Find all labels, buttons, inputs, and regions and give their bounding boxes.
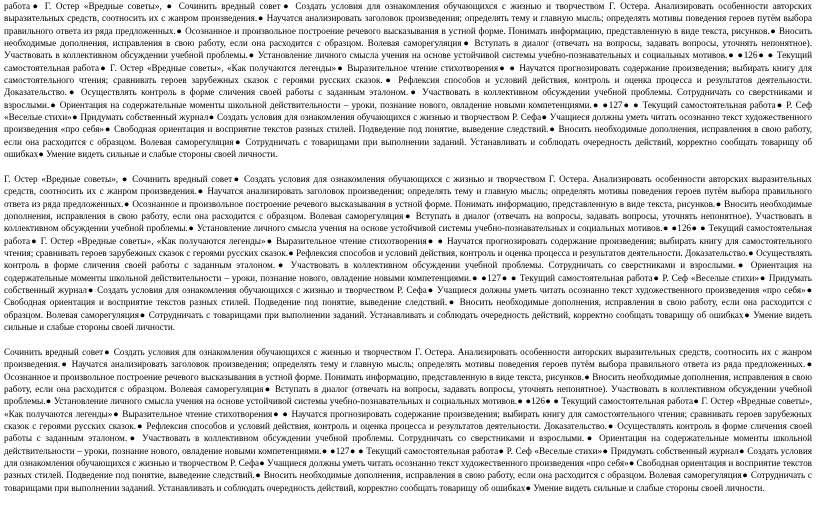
- text-paragraph-2: Г. Остер «Вредные советы», ● Сочинить вредный совет● Создать условия для ознакомления обучающихся с жизнью и творчеством Г. Остера. Анализировать особенности авторских выразительных средств, соотносить их с жанром произведения.● Научатся анализировать заголовок произведения; определять тему и главную мысль; определять мотивы поведения героев путём выбора правильного ответа из ряда предложенных.● Осознанное и произвольное построение речевого высказывания в устной форме. Понимать информацию, представленную в виде текста, рисунков.● Вносить необходимые дополнения, исправления в свою работу, если она расходится с образцом. Волевая саморегуляция● Вступать в диалог (отвечать на вопросы, задавать вопросы, уточнять непонятное). Участвовать в коллективном обсуждении учебной проблемы.● Установление личного смысла учения на основе устойчивой системы учебно-познавательных и социальных мотивов.● ●126● ● Текущий самостоятельная работа● Г. Остер «Вредные советы», «Как получаются легенды»● Выразительное чтение стихотворения● ● Научатся прогнозировать содержание произведения; выбирать книгу для самостоятельного чтения; сравнивать героев зарубежных сказок с героями русских сказок.● Рефлексия способов и условий действия, контроль и оценка процесса и результатов деятельности. Доказательство.● Осуществлять контроль в форме сличения своей работы с заданным эталоном.● Участвовать в коллективном обсуждении учебной проблемы. Сотрудничать со сверстниками и взрослыми.● Ориентация на содержательные моменты школьной действительности – уроки, познание нового, овладение новыми компетенциями.● ●127● ● Текущий самостоятельная работа● Р. Сеф «Веселые стихи»● Придумать собственный журнал● Создать условия для ознакомления обучающихся с жизнью и творчеством Р. Сефа● Учащиеся должны уметь читать осознанно текст художественного произведения «про себя»● Свободная ориентация и восприятие текстов разных стилей. Подведение под понятие, выведение следствий.● Вносить необходимые дополнения, исправления в свою работу, если она расходится с образцом. Волевая саморегуляция● Сотрудничать с товарищами при выполнении заданий. Устанавливать и соблюдать очередность действий, корректно сообщать товарищу об ошибках● Умение видеть сильные и слабые стороны своей личности.: [4, 173, 812, 333]
- paragraph-spacer: [4, 333, 812, 346]
- text-paragraph-3: Сочинить вредный совет● Создать условия для ознакомления обучающихся с жизнью и творчеством Г. Остера. Анализировать особенности авторских выразительных средств, соотносить их с жанром произведения.● Научатся анализировать заголовок произведения; определять тему и главную мысль; определять мотивы поведения героев путём выбора правильного ответа из ряда предложенных.● Осознанное и произвольное построение речевого высказывания в устной форме. Понимать информацию, представленную в виде текста, рисунков.● Вносить необходимые дополнения, исправления в свою работу, если она расходится с образцом. Волевая саморегуляция● Вступать в диалог (отвечать на вопросы, задавать вопросы, уточнять непонятное). Участвовать в коллективном обсуждении учебной проблемы.● Установление личного смысла учения на основе устойчивой системы учебно-познавательных и социальных мотивов.● ●126● ● Текущий самостоятельная работа● Г. Остер «Вредные советы», «Как получаются легенды»● Выразительное чтение стихотворения● ● Научатся прогнозировать содержание произведения; выбирать книгу для самостоятельного чтения; сравнивать героев зарубежных сказок с героями русских сказок.● Рефлексия способов и условий действия, контроль и оценка процесса и результатов деятельности. Доказательство.● Осуществлять контроль в форме сличения своей работы с заданным эталоном.● Участвовать в коллективном обсуждении учебной проблемы. Сотрудничать со сверстниками и взрослыми.● Ориентация на содержательные моменты школьной действительности – уроки, познание нового, овладение новыми компетенциями.● ●127● ● Текущий самостоятельная работа● Р. Сеф «Веселые стихи»● Придумать собственный журнал● Создать условия для ознакомления обучающихся с жизнью и творчеством Р. Сефа● Учащиеся должны уметь читать осознанно текст художественного произведения «про себя»● Свободная ориентация и восприятие текстов разных стилей. Подведение под понятие, выведение следствий.● Вносить необходимые дополнения, исправления в свою работу, если она расходится с образцом. Волевая саморегуляция● Сотрудничать с товарищами при выполнении заданий. Устанавливать и соблюдать очередность действий, корректно сообщать товарищу об ошибках● Умение видеть сильные и слабые стороны своей личности.: [4, 346, 812, 493]
- text-paragraph-1: работа● Г. Остер «Вредные советы», ● Сочинить вредный совет● Создать условия для ознакомления обучающихся с жизнью и творчеством Г. Остера. Анализировать особенности авторских выразительных средств, соотносить их с жанром произведения.● Научатся анализировать заголовок произведения; определять тему и главную мысль; определять мотивы поведения героев путём выбора правильного ответа из ряда предложенных.● Осознанное и произвольное построение речевого высказывания в устной форме. Понимать информацию, представленную в виде текста, рисунков.● Вносить необходимые дополнения, исправления в свою работу, если она расходится с образцом. Волевая саморегуляция● Вступать в диалог (отвечать на вопросы, задавать вопросы, уточнять непонятное). Участвовать в коллективном обсуждении учебной проблемы.● Установление личного смысла учения на основе устойчивой системы учебно-познавательных и социальных мотивов.● ●126● ● Текущий самостоятельная работа● Г. Остер «Вредные советы», «Как получаются легенды»● Выразительное чтение стихотворения● ● Научатся прогнозировать содержание произведения; выбирать книгу для самостоятельного чтения; сравнивать героев зарубежных сказок с героями русских сказок.● Рефлексия способов и условий действия, контроль и оценка процесса и результатов деятельности. Доказательство.● Осуществлять контроль в форме сличения своей работы с заданным эталоном.● Участвовать в коллективном обсуждении учебной проблемы. Сотрудничать со сверстниками и взрослыми.● Ориентация на содержательные моменты школьной действительности – уроки, познание нового, овладение новыми компетенциями.● ●127● ● Текущий самостоятельная работа● Р. Сеф «Веселые стихи»● Придумать собственный журнал● Создать условия для ознакомления обучающихся с жизнью и творчеством Р. Сефа● Учащиеся должны уметь читать осознанно текст художественного произведения «про себя»● Свободная ориентация и восприятие текстов разных стилей. Подведение под понятие, выведение следствий.● Вносить необходимые дополнения, исправления в свою работу, если она расходится с образцом. Волевая саморегуляция● Сотрудничать с товарищами при выполнении заданий. Устанавливать и соблюдать очередность действий, корректно сообщать товарищу об ошибках● Умение видеть сильные и слабые стороны своей личности.: [4, 1, 812, 160]
- paragraph-spacer: [4, 160, 812, 173]
